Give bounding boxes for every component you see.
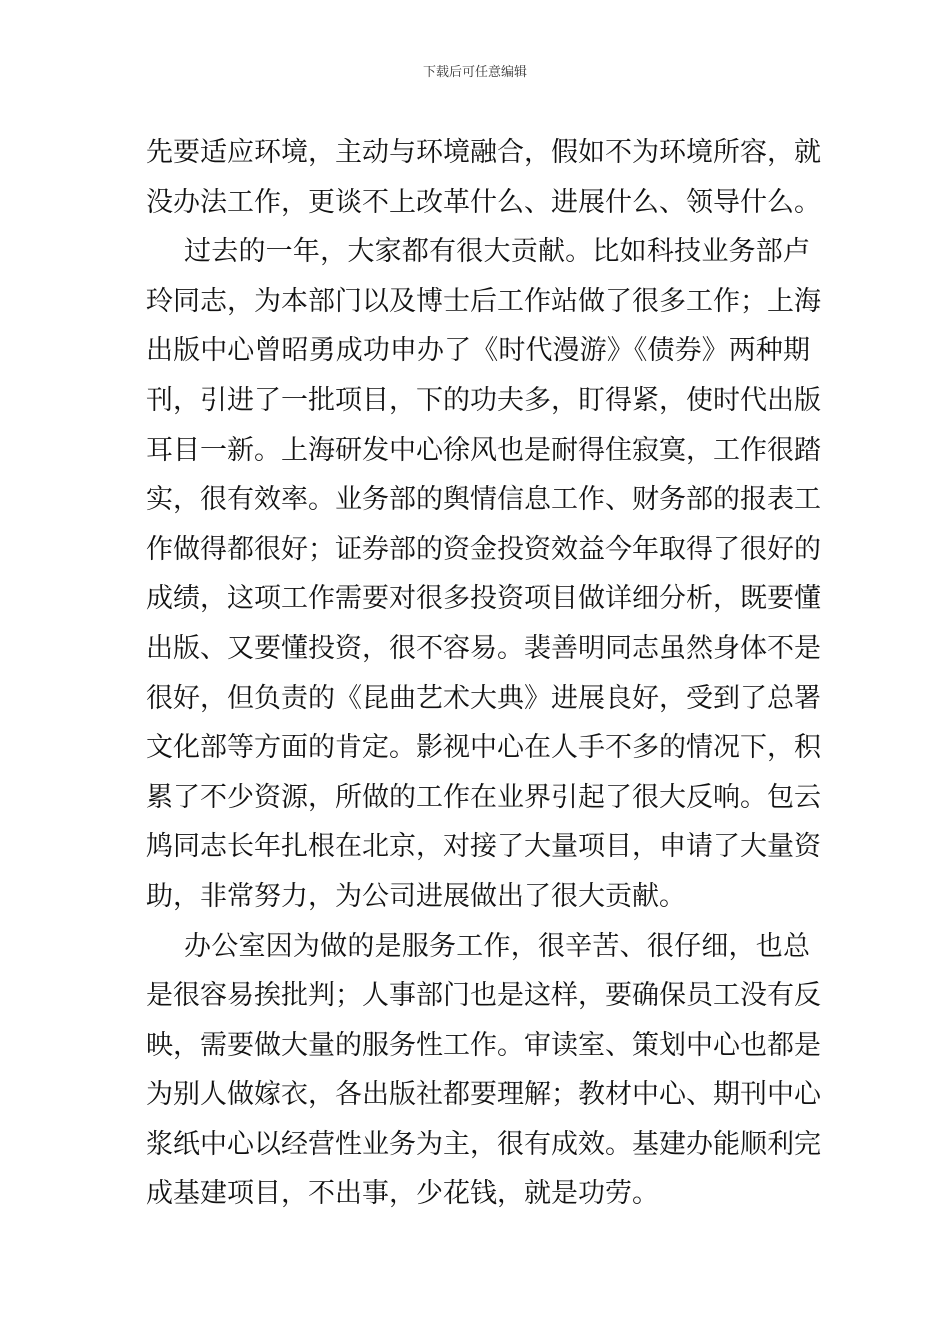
text-line: 办公室因为做的是服务工作，很辛苦、很仔细，也总 [184,930,810,962]
text-line: 是很容易挨批判；人事部门也是这样，要确保员工没有反 [146,980,821,1012]
text-line: 成基建项目，不出事，少花钱，就是功劳。 [146,1178,659,1210]
text-line: 浆纸中心以经营性业务为主，很有成效。基建办能顺利完 [146,1128,821,1160]
text-line: 为别人做嫁衣，各出版社都要理解；教材中心、期刊中心 [146,1079,821,1111]
text-line: 实，很有效率。业务部的舆情信息工作、财务部的报表工 [146,484,821,516]
text-line: 很好，但负责的《昆曲艺术大典》进展良好，受到了总署 [146,682,821,714]
text-line: 刊，引进了一批项目，下的功夫多，盯得紧，使时代出版 [146,384,821,416]
text-line: 鸠同志长年扎根在北京，对接了大量项目，申请了大量资 [146,831,821,863]
text-line: 累了不少资源，所做的工作在业界引起了很大反响。包云 [146,781,821,813]
text-line: 映，需要做大量的服务性工作。审读室、策划中心也都是 [146,1029,821,1061]
paragraph-2 [146,227,821,921]
text-line: 助，非常努力，为公司进展做出了很大贡献。 [146,880,686,912]
text-line: 过去的一年，大家都有很大贡献。比如科技业务部卢 [184,236,810,268]
text-line: 作做得都很好；证券部的资金投资效益今年取得了很好的 [146,533,821,565]
paragraph-3 [146,922,821,1220]
paragraph-1 [146,128,821,227]
page-header-note: 下载后可任意编辑 [422,65,527,80]
text-line: 没办法工作，更谈不上改革什么、进展什么、领导什么。 [146,186,821,218]
text-line: 出版中心曾昭勇成功申办了《时代漫游》《债券》两种期 [146,335,810,367]
document-body [146,128,821,1219]
text-line: 文化部等方面的肯定。影视中心在人手不多的情况下，积 [146,732,821,764]
text-line: 耳目一新。上海研发中心徐风也是耐得住寂寞，工作很踏 [146,434,821,466]
text-line: 玲同志，为本部门以及博士后工作站做了很多工作；上海 [146,285,821,317]
text-line: 先要适应环境，主动与环境融合，假如不为环境所容，就 [146,137,821,168]
text-line: 成绩，这项工作需要对很多投资项目做详细分析，既要懂 [146,583,821,615]
text-line: 出版、又要懂投资，很不容易。裴善明同志虽然身体不是 [146,632,821,664]
